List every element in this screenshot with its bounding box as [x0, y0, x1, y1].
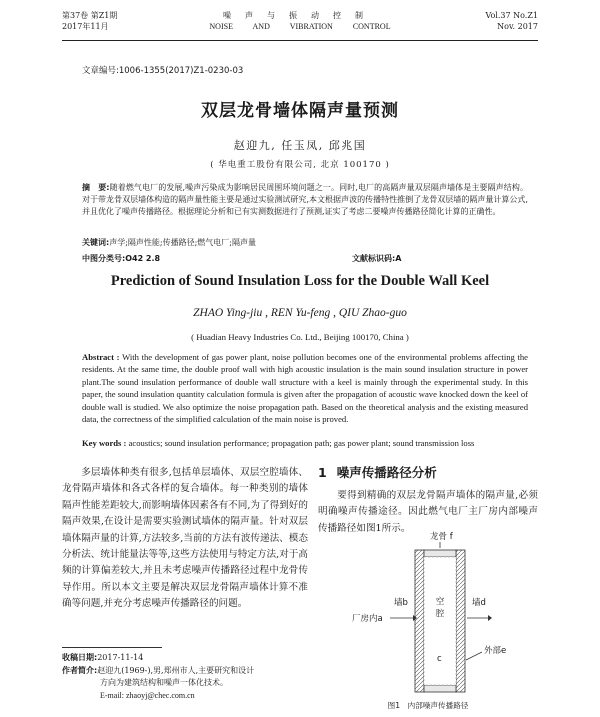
bio-text: 赵迎九(1969-),男,郑州市人,主要研究和设计: [97, 666, 255, 675]
clc-code: [82, 253, 160, 264]
journal-name-zh: 噪声与振动控制: [223, 11, 377, 20]
label-wall-b: 墙b: [394, 598, 408, 608]
section-number: 1: [318, 465, 327, 480]
abstract-zh: [82, 182, 528, 218]
keywords-en-label: Key words :: [82, 438, 127, 448]
bio-label: 作者简介:: [62, 666, 98, 675]
doc-code: [352, 253, 401, 264]
footnote-bio: [62, 665, 312, 677]
volume-zh: 第37卷 第Z1期: [62, 11, 118, 20]
authors-en: ZHAO Ying-jiu , REN Yu-feng , QIU Zhao-guo: [193, 307, 407, 319]
volume-en: Vol.37 No.Z1: [485, 11, 538, 20]
title-en: Prediction of Sound Insulation Loss for the Double Wall Keel: [110, 273, 490, 289]
keywords-zh-label: 关键词:: [82, 238, 110, 247]
keel-bottom: [424, 685, 456, 692]
article-number: 文章编号:1006-1355(2017)Z1-0230-03: [82, 66, 244, 76]
exterior-leader: [466, 652, 482, 660]
footnote-email: E-mail: zhaoyj@chec.com.cn: [100, 691, 195, 700]
wall-b-leaf: [415, 550, 424, 692]
authors-zh: 赵迎九, 任玉凤, 邱兆国: [233, 139, 367, 152]
cavity-region: [424, 557, 456, 685]
label-exterior: 外部e: [484, 646, 507, 656]
journal-name-en: NOISE AND VIBRATION CONTROL: [209, 22, 391, 31]
section-title: 噪声传播路径分析: [336, 465, 437, 480]
footnote-received: [62, 652, 312, 664]
abstract-en-label: Abstract :: [82, 352, 120, 362]
label-cavity: 空腔: [435, 597, 445, 619]
affiliation-zh: ( 华电重工股份有限公司, 北京 100170 ): [210, 160, 390, 170]
doc-code-value: A: [395, 254, 402, 263]
section-heading: [318, 463, 437, 481]
footnote-bio-cont: 方向为建筑结构和噪声一体化技术。: [100, 678, 228, 687]
wall-d-leaf: [456, 550, 465, 692]
date-zh: 2017年11月: [62, 22, 109, 31]
keywords-en-text: acoustics; sound insulation performance; propagation path; gas power plant; sound transmission loss: [128, 438, 475, 448]
abstract-en: [82, 351, 528, 425]
header-right: [485, 10, 538, 32]
keel-top: [424, 550, 456, 557]
clc-code-label: 中图分类号:: [82, 254, 126, 263]
body-left-column: [62, 465, 308, 613]
header-rule: [62, 40, 538, 41]
abstract-zh-text: 随着燃气电厂的发展,噪声污染成为影响居民周围环境问题之一。同时,电厂的高隔声量双层隔声墙体是主要隔声结构。对于带龙骨双层墙体构造的隔声量性能主要是通过实验测试研究,本文根据声波的传播特性推倒了龙骨双层墙的隔声量计算公式,并且优化了噪声传播路径。根据理论分析和已有实测数据进行了预测,证实了考虑二要噪声传播路径简化计算的正确性。: [82, 183, 528, 216]
title-zh: 双层龙骨墙体隔声量预测: [201, 101, 399, 121]
label-wall-d: 墙d: [472, 598, 486, 608]
transmitted-arrow-head: [488, 615, 492, 621]
section-paragraph: 要得到精确的双层龙骨隔声墙体的隔声量,必须明确噪声传播途径。因此燃气电厂主厂房内部噪声传播路径如图1所示。: [318, 490, 538, 534]
keywords-zh-text: 声学;隔声性能;传播路径;燃气电厂;隔声量: [109, 238, 256, 247]
header-center: [62, 10, 538, 32]
label-keel: 龙骨 f: [430, 532, 453, 542]
figure-1: [352, 532, 530, 696]
received-label: 收稿日期:: [62, 653, 98, 662]
received-date: 2017-11-14: [97, 653, 144, 662]
intro-paragraph: 多层墙体种类有很多,包括单层墙体、双层空腔墙体、龙骨隔声墙体和各式各样的复合墙体。每一种类别的墙体隔声性能差距较大,而影响墙体因素各有不同,为了得到好的隔声效果,在设计是需要实验测试墙体的隔声量。针对双层墙体隔声量的计算,方法较多,当前的方法有波传递法、模态分析法、统计能量法等等,这些方法使用与特定方法,对于高频的计算偏差较大,并且未考虑噪声传播路径过程中龙骨传导作用。所以本文主要是解决双层龙骨隔声墙体计算不准确等问题,并充分考虑噪声传播路径的问题。: [62, 467, 308, 610]
date-en: Nov. 2017: [497, 22, 538, 31]
label-point-c: c: [437, 654, 442, 664]
clc-code-value: O42 2.8: [125, 254, 161, 263]
abstract-en-text: With the development of gas power plant, noise pollution becomes one of the environmental problems affecting the residents. At the same time, the double proof wall with high acoustic insulation is the main sound insulation structure in power plant.The sound insulation performance of double wall structure with a keel is mainly through the experimental study. In this paper, the sound insulation quantity calculation formula is given after the propagation of acoustic wave knocked down the keel of double wall is studied. We also optimize the noise propagation path. Based on the theoretical analysis and the existing measured data, the correctness of the simplified calculation of the main noise is proved.: [82, 352, 528, 425]
body-right-column: [318, 488, 538, 537]
abstract-zh-label: 摘 要:: [82, 183, 110, 192]
running-header: [62, 10, 538, 44]
keywords-en: [82, 438, 528, 448]
figure-caption: 图1 内部噪声传播路径: [387, 701, 469, 710]
keywords-zh: [82, 237, 528, 248]
doc-code-label: 文献标识码:: [352, 254, 396, 263]
label-interior: 厂房内a: [352, 614, 383, 624]
affiliation-en: ( Huadian Heavy Industries Co. Ltd., Beijing 100170, China ): [191, 332, 409, 342]
footnote-rule: [62, 647, 162, 648]
